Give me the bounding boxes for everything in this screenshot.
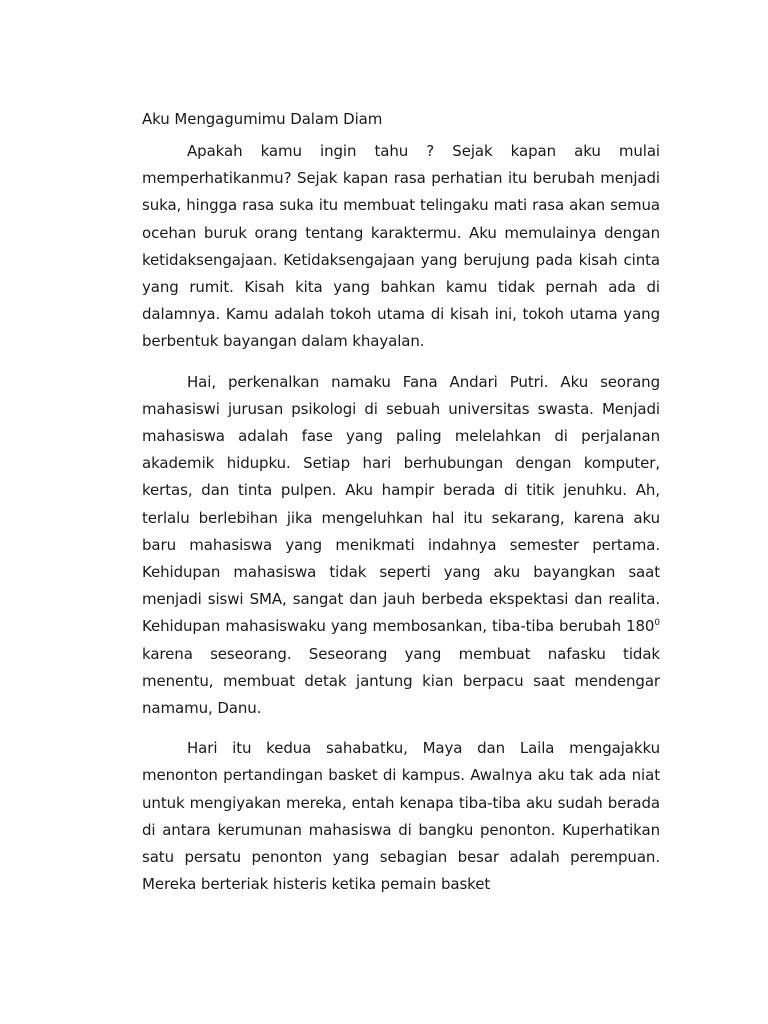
paragraph-2-text-after: karena seseorang. Seseorang yang membuat nafasku tidak menentu, membuat detak jantung kian berpacu saat mendengar namamu, Danu.	[142, 644, 660, 718]
document-title: Aku Mengagumimu Dalam Diam	[142, 110, 383, 128]
paragraph-2-text-before: Hai, perkenalkan namaku Fana Andari Putri. Aku seorang mahasiswi jurusan psikologi di sebuah universitas swasta. Menjadi mahasiswa adalah fase yang paling melelahkan di perjalanan akademik hidupku. Setiap hari berhubungan dengan komputer, kertas, dan tinta pulpen. Aku hampir berada di titik jenuhku. Ah, terlalu berlebihan jika mengeluhkan hal itu sekarang, karena aku baru mahasiswa yang menikmati indahnya semester pertama. Kehidupan mahasiswa tidak seperti yang aku bayangkan saat menjadi siswi SMA, sangat dan jauh berbeda ekspektasi dan realita. Kehidupan mahasiswaku yang membosankan, tiba-tiba berubah 180	[142, 372, 660, 636]
paragraph-3: Hari itu kedua sahabatku, Maya dan Laila mengajakku menonton pertandingan basket di kampus. Awalnya aku tak ada niat untuk mengiyakan mereka, entah kenapa tiba-tiba aku sudah berada di antara kerumunan mahasiswa di bangku penonton. Kuperhatikan satu persatu penonton yang sebagian besar adalah perempuan. Mereka berteriak histeris ketika pemain basket	[142, 739, 660, 894]
document-body	[142, 108, 660, 898]
degree-superscript: 0	[654, 618, 660, 629]
paragraph-1: Apakah kamu ingin tahu ? Sejak kapan aku mulai memperhatikanmu? Sejak kapan rasa perhatian itu berubah menjadi suka, hingga rasa suka itu membuat telingaku mati rasa akan semua ocehan buruk orang tentang karaktermu. Aku memulainya dengan ketidaksengajaan. Ketidaksengajaan yang berujung pada kisah cinta yang rumit. Kisah kita yang bahkan kamu tidak pernah ada di dalamnya. Kamu adalah tokoh utama di kisah ini, tokoh utama yang berbentuk bayangan dalam khayalan.	[142, 142, 660, 351]
paragraph-2	[142, 369, 660, 723]
